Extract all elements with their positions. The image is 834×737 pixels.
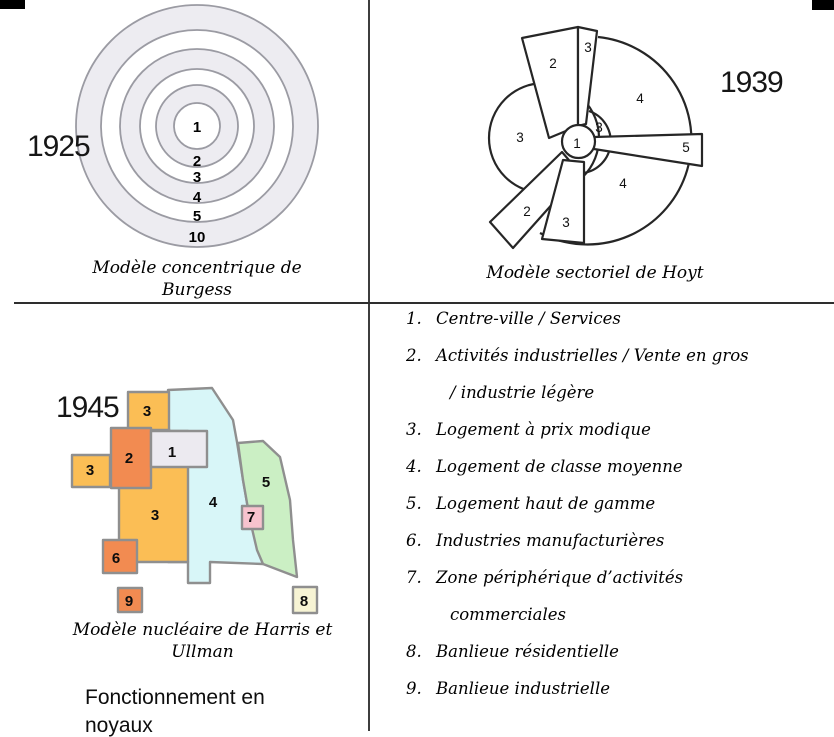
- harris-zone-1-box: [151, 431, 207, 467]
- harris-caption-line1: Modèle nucléaire de Harris et: [72, 620, 333, 640]
- harris-label-7: 7: [246, 509, 256, 526]
- harris-subtitle-line1: Fonctionnement en: [85, 686, 265, 709]
- burgess-label-3: 3: [192, 169, 202, 186]
- harris-caption: [60, 619, 345, 663]
- hoyt-label-4-bottom: 4: [619, 176, 627, 191]
- burgess-caption: [57, 257, 337, 301]
- burgess-label-2: 2: [192, 153, 202, 170]
- hoyt-label-3-top: 3: [584, 40, 592, 55]
- hoyt-label-4-top: 4: [636, 91, 644, 106]
- burgess-label-5: 5: [192, 208, 202, 225]
- harris-subtitle-line2: noyaux: [85, 714, 153, 737]
- harris-label-5: 5: [261, 474, 271, 491]
- legend-num: 6.: [406, 531, 422, 550]
- hoyt-label-3-bottom: 3: [562, 215, 570, 230]
- hoyt-label-3-left: 3: [516, 130, 524, 145]
- legend-row-9: [396, 670, 828, 707]
- harris-label-8: 8: [299, 593, 309, 610]
- harris-label-6: 6: [111, 550, 121, 567]
- legend-num: 1.: [406, 309, 422, 328]
- legend-row-4: [396, 448, 828, 485]
- legend-num: 2.: [406, 346, 422, 365]
- hoyt-label-1-center: 1: [573, 136, 581, 151]
- burgess-label-1: 1: [192, 119, 202, 136]
- legend-text: Logement haut de gamme: [436, 494, 656, 513]
- legend-row-6: [396, 522, 828, 559]
- burgess-label-10: 10: [188, 229, 206, 246]
- legend-text: Industries manufacturières: [436, 531, 665, 550]
- legend-text: Activités industrielles / Vente en gros: [436, 346, 749, 365]
- harris-label-4: 4: [208, 494, 218, 511]
- legend-text: commerciales: [450, 605, 566, 624]
- legend-row-1: [396, 300, 828, 337]
- legend-row-2-cont: [396, 374, 828, 411]
- harris-label-1: 1: [167, 444, 177, 461]
- harris-label-3-top: 3: [142, 403, 152, 420]
- hoyt-label-5: 5: [682, 140, 690, 155]
- legend-num: 7.: [406, 568, 422, 587]
- legend-row-5: [396, 485, 828, 522]
- legend-num: 3.: [406, 420, 422, 439]
- legend-text: Zone périphérique d’activités: [436, 568, 684, 587]
- legend-text: Banlieue industrielle: [436, 679, 610, 698]
- harris-label-2: 2: [124, 450, 134, 467]
- legend-text: / industrie légère: [450, 383, 595, 402]
- legend-text: Logement de classe moyenne: [436, 457, 683, 476]
- legend-row-8: [396, 633, 828, 670]
- hoyt-caption: Modèle sectoriel de Hoyt: [486, 263, 704, 283]
- legend-text: Banlieue résidentielle: [436, 642, 619, 661]
- zone-legend: [396, 300, 828, 707]
- legend-row-7-cont: [396, 596, 828, 633]
- legend-row-2: [396, 337, 828, 374]
- year-label-burgess: 1925: [27, 130, 90, 163]
- legend-num: 4.: [406, 457, 422, 476]
- hoyt-label-2-bottom: 2: [523, 204, 531, 219]
- legend-num: 5.: [406, 494, 422, 513]
- legend-text: Logement à prix modique: [436, 420, 651, 439]
- harris-caption-line2: Ullman: [171, 642, 234, 662]
- year-label-harris: 1945: [56, 391, 119, 424]
- hoyt-model: [489, 27, 702, 248]
- harris-subtitle: [85, 684, 265, 737]
- burgess-caption-line2: Burgess: [162, 280, 232, 300]
- legend-row-7: [396, 559, 828, 596]
- legend-num: 9.: [406, 679, 422, 698]
- year-label-hoyt: 1939: [720, 66, 783, 99]
- burgess-caption-line1: Modèle concentrique de: [92, 258, 302, 278]
- burgess-model: [76, 5, 318, 247]
- legend-text: Centre-ville / Services: [436, 309, 621, 328]
- burgess-label-4: 4: [192, 189, 202, 206]
- legend-num: 8.: [406, 642, 422, 661]
- harris-label-9: 9: [124, 593, 134, 610]
- harris-label-3-main: 3: [150, 507, 160, 524]
- hoyt-label-3-inner: 3: [595, 120, 603, 135]
- harris-label-3-left: 3: [85, 462, 95, 479]
- legend-row-3: [396, 411, 828, 448]
- hoyt-label-2-top: 2: [549, 56, 557, 71]
